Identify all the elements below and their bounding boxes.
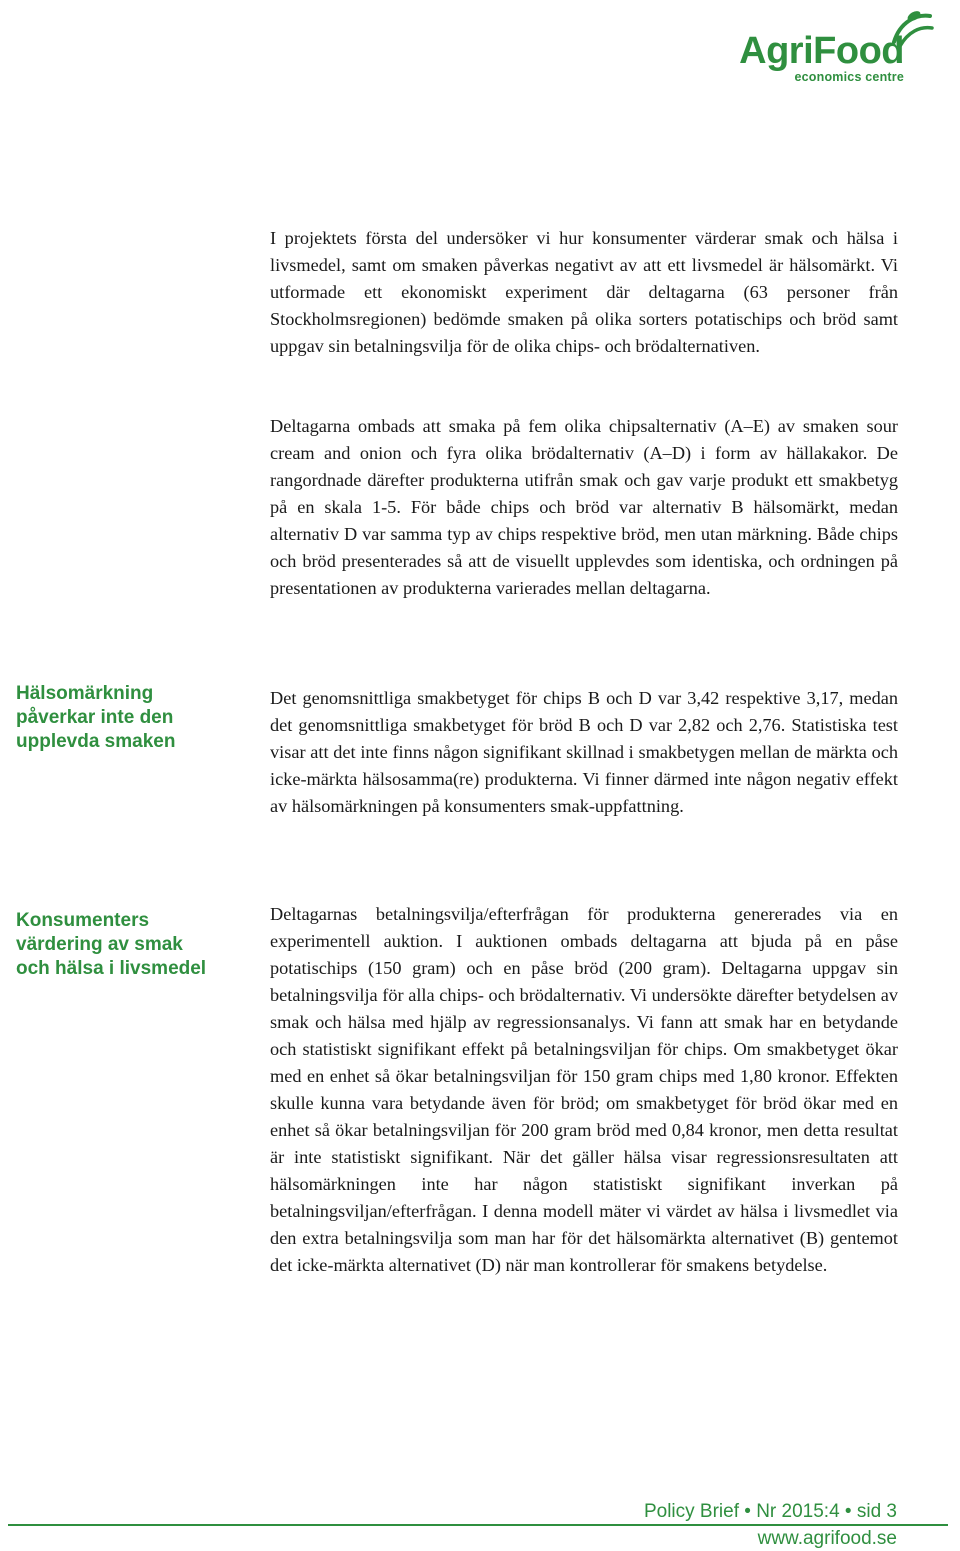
sidebar-heading-block-2 [16,909,216,981]
paragraph-intro: I projektets första del undersöker vi hur konsumenter värderar smak och hälsa i livsmedel, samt om smaken påverkas negativt av att ett livsmedel är hälsomärkt. Vi utformade ett ekonomiskt experiment där deltagarna (63 personer från Stockholmsregionen) bedömde smaken på olika sorters potatischips och bröd samt uppgav sin betalningsvilja för de olika chips- och brödalternativen. [270,228,898,356]
paragraph-willingness-to-pay: Deltagarnas betalningsvilja/efterfrågan för produkterna genererades via en experimentell auktion. I auktionen ombads deltagarna att bjuda på en påse potatischips (150 gram) och en påse bröd (200 gram). Deltagarna uppgav sin betalningsvilja för alla chips- och brödalternativ. Vi undersökte därefter betydelsen av smak och hälsa med hjälp av regressionsanalys. Vi fann att smak har en betydande och statistiskt signifikant effekt på betalningsviljan för chips. Om smakbetyget ökar med en enhet så ökar betalningsviljan för 150 gram chips med 1,80 kronor. Effekten skulle kunna vara betydande även för bröd; om smakbetyget för bröd ökar med en enhet så ökar betalningsviljan för 200 gram bröd med 0,84 kronor, men detta resultat är inte statistiskt signifikant. När det gäller hälsa visar regressionsresultaten att hälsomärkningen inte har någon statistiskt signifikant inverkan på betalningsviljan/efterfrågan. I denna modell mäter vi värdet av hälsa i livsmedlet via den extra betalningsvilja som man har för det hälsomärkta alternativet (B) gentemot det icke-märkta alternativet (D) när man kontrollerar för smakens betydelse. [270,904,898,1275]
logo-subtitle: economics centre [794,70,904,84]
sidebar-heading-block-1 [16,682,216,754]
logo-wordmark: AgriFood [739,30,904,72]
footer-website-link[interactable]: www.agrifood.se [757,1528,897,1549]
footer-divider [8,1524,948,1526]
paragraph-taste-results: Det genomsnittliga smakbetyget för chips B och D var 3,42 respektive 3,17, medan det genomsnittliga smakbetyget för bröd B och D var 2,82 och 2,76. Statistiska test visar att det inte finns någon signifikant skillnad i smakbetygen mellan de märkta och icke-märkta hälsosamma(re) produkterna. Vi finner därmed inte någon negativ effekt av hälsomärkningen på konsumenters smak-uppfattning. [270,688,898,816]
paragraph-method: Deltagarna ombads att smaka på fem olika chipsalternativ (A–E) av smaken sour cream and onion och fyra olika brödalternativ (A–D) i form av hällakakor. De rangordnade därefter produkterna utifrån smak och gav varje produkt ett smakbetyg på en skala 1-5. För både chips och bröd var alternativ B hälsomärkt, medan alternativ D var samma typ av chips respektive bröd, men utan märkning. Både chips och bröd presenterades så att de visuellt upplevdes som identiska, och ordningen på presentationen av produkterna varierades mellan deltagarna. [270,416,898,598]
sidebar-heading-labeling: Hälsomärkning påverkar inte den upplevda smaken [16,683,176,752]
sidebar-heading-valuation: Konsumenters värdering av smak och hälsa i livsmedel [16,910,207,979]
footer-policy-brief: Policy Brief • Nr 2015:4 • sid 3 [643,1501,897,1522]
agrifood-logo [724,8,934,88]
